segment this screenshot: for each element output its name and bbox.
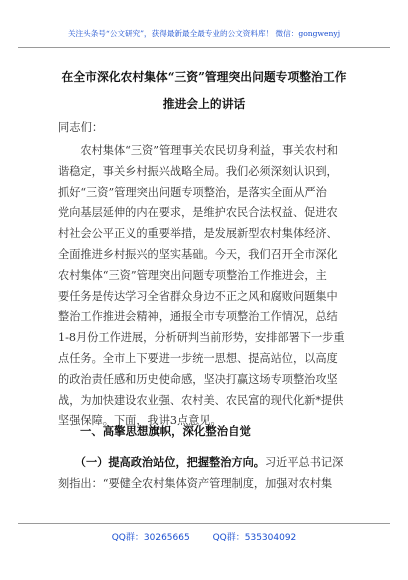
subsection-text: 习近平总书记深 [264,456,344,469]
document-title-line2: 推进会上的讲话 [162,97,246,111]
body-line: 刻指出：“要健全农村集体资产管理制度，加强对农村集 [58,477,333,490]
subsection-heading: （一）提高政治站位，把握整治方向。 [80,455,265,469]
document-title-line1: 在全市深化农村集体“三资”管理突出问题专项整治工作 [61,70,347,84]
footer [0,530,408,543]
salutation: 同志们： [58,121,104,134]
body-line: 党向基层延伸的内在要求，是维护农民合法权益、促进农 [58,206,338,220]
footer-divider [18,523,390,524]
body-paragraph [58,141,350,432]
subsection-paragraph [58,452,358,494]
body-line: 点任务。全市上下要进一步统一思想、提高站位，以高度 [58,351,338,365]
body-line: 农村集体“三资”管理突出问题专项整治工作推进会，主 [58,268,327,282]
body-line: 整治工作推进会精神，通报全市专项整治工作情况，总结 [58,310,338,324]
body-line: 要任务是传达学习全省群众身边不正之风和腐败问题集中 [58,289,338,303]
section-heading: 一、高擎思想旗帜，深化整治自觉 [80,424,251,438]
body-line: 的政治责任感和历史使命感，坚决打赢这场专项整治攻坚 [58,372,338,386]
body-line: 农村集体“三资”管理事关农民切身利益，事关农村和 [58,144,338,157]
body-line: 全面推进乡村振兴的坚实基础。今天，我们召开全市深化 [58,247,338,261]
footer-qq-group-2[interactable]: QQ群：535304092 [212,533,297,543]
body-line: 抓好“三资”管理突出问题专项整治，是落实全面从严治 [58,185,327,199]
footer-qq-group-1[interactable]: QQ群：30265665 [111,533,190,543]
header-divider [18,47,390,48]
body-line: 坚强保障。下面，我讲3点意见。 [58,414,222,428]
body-line: 村社会公平正义的重要举措，是发展新型农村集体经济、 [58,227,338,241]
header-banner[interactable]: 关注头条号“公文研究”，获得最新最全最专业的公文资料库！ 微信：gongwenyj [67,29,341,38]
body-line: 谐稳定，事关乡村振兴战略全局。我们必须深刻认识到， [58,164,338,178]
body-line: 战，为加快建设农业强、农村美、农民富的现代化新*提供 [58,393,344,407]
subsection-first-line [58,452,358,473]
body-line: 1-8月份工作进展，分析研判当前形势，安排部署下一步重 [58,331,345,345]
